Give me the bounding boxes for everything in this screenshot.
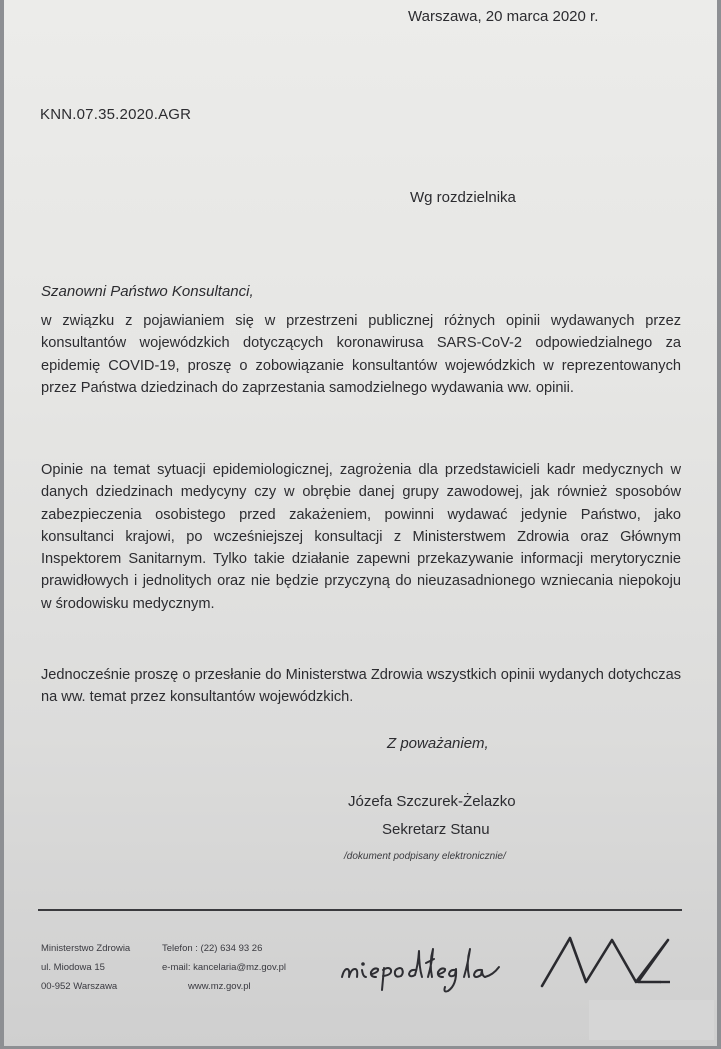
signer-title: Sekretarz Stanu: [382, 821, 490, 838]
body-paragraph-1: w związku z pojawianiem się w przestrzeni publicznej różnych opinii wydawanych przez konsultantów wojewódzkich dotyczących koronawirusa SARS-CoV-2 odpowiedzialnego za epidemię COVID-19, proszę o zobowiązanie konsultantów wojewódzkich w reprezentowanych przez Państwa dziedzinach do zaprzestania samodzielnego wydawania ww. opinii.: [41, 313, 681, 396]
niepodlegla-motto-graphic: [336, 937, 512, 997]
footer-website: www.mz.gov.pl: [188, 981, 251, 992]
footer-blank-area: [589, 1000, 714, 1040]
letter-page: [4, 0, 717, 1046]
signer-name: Józefa Szczurek-Żelazko: [348, 793, 516, 810]
body-paragraph-2: Opinie na temat sytuacji epidemiologicznej, zagrożenia dla przedstawicieli kadr medycznych w danych dziedzinach medycyny czy w obrębie danej grupy zawodowej, jak również sposobów zabezpieczenia osobistego przed zakażeniem, powinni wydawać jedynie Państwo, jako konsultanci krajowi, po wcześniejszej konsultacji z Ministerstwem Zdrowia oraz Głównym Inspektorem Sanitarnym. Tylko takie działanie zapewni przekazywanie informacji merytorycznie prawidłowych i jednolitych oraz nie będzie przyczyną do nieuzasadnionego wzniecania niepokoju w środowisku medycznym.: [41, 462, 681, 612]
footer-address-line: Ministerstwo Zdrowia: [41, 943, 131, 954]
footer-phone: Telefon : (22) 634 93 26: [162, 943, 263, 954]
footer-address: [41, 939, 130, 996]
reference-number: KNN.07.35.2020.AGR: [40, 106, 192, 123]
place-date: Warszawa, 20 marca 2020 r.: [408, 8, 599, 25]
electronic-signature-note: /dokument podpisany elektronicznie/: [344, 851, 506, 862]
footer-address-line: 00-952 Warszawa: [41, 981, 118, 992]
footer-contact: [162, 939, 286, 996]
closing: Z poważaniem,: [387, 735, 489, 752]
footer-email: e-mail: kancelaria@mz.gov.pl: [162, 962, 287, 973]
salutation: Szanowni Państwo Konsultanci,: [41, 283, 254, 300]
footer-divider: [38, 909, 682, 911]
addressee: Wg rozdzielnika: [410, 189, 516, 206]
footer-address-line: ul. Miodowa 15: [41, 962, 105, 973]
mz-logo: [540, 932, 690, 994]
body-paragraph-3: Jednocześnie proszę o przesłanie do Ministerstwa Zdrowia wszystkich opinii wydanych dotychczas na ww. temat przez konsultantów wojewódzkich.: [41, 667, 681, 706]
